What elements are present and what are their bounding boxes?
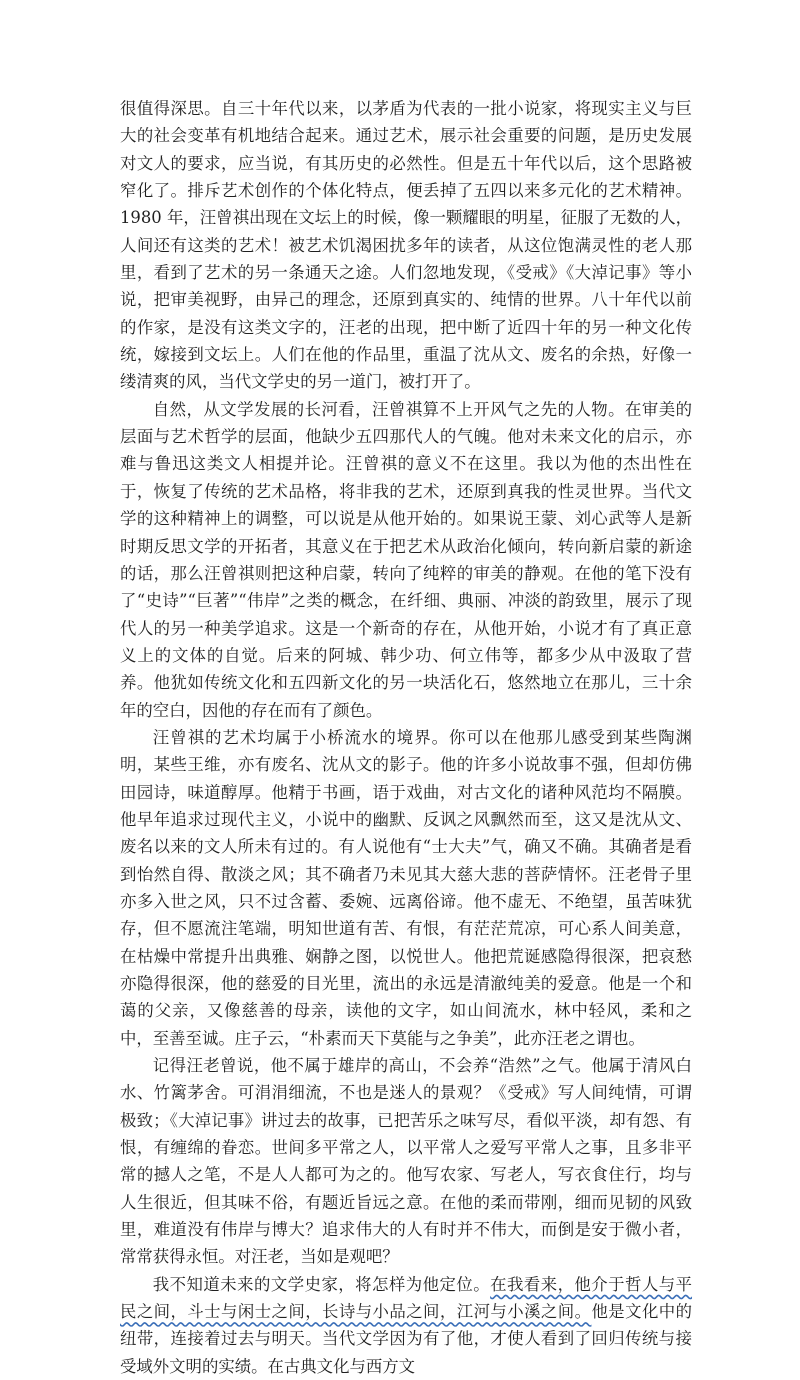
paragraph-5-intro: 我不知道未来的文学史家，将怎样为他定位。 <box>152 1274 491 1294</box>
paragraph-1: 很值得深思。自三十年代以来，以茅盾为代表的一批小说家，将现实主义与巨大的社会变革有机地结合起来。通过艺术，展示社会重要的问题，是历史发展对文人的要求，应当说，有其历史的必然性。但是五十年代以后，这个思路被窄化了。排斥艺术创作的个体化特点，便丢掉了五四以来多元化的艺术精神。1980 年，汪曾祺出现在文坛上的时候，像一颗耀眼的明星，征服了无数的人，人间还有这类的艺术！被艺术饥渴困扰多年的读者，从这位饱满灵性的老人那里，看到了艺术的另一条通天之途。人们忽地发现，《受戒》《大淖记事》等小说，把审美视野，由异己的理念，还原到真实的、纯情的世界。八十年代以前的作家，是没有这类文字的，汪老的出现，把中断了近四十年的另一种文化传统，嫁接到文坛上。人们在他的作品里，重温了沈从文、废名的余热，好像一缕清爽的风，当代文学史的另一道门，被打开了。 <box>120 99 692 392</box>
paragraph-3: 汪曾祺的艺术均属于小桥流水的境界。你可以在他那儿感受到某些陶渊明，某些王维，亦有废名、沈从文的影子。他的许多小说故事不强，但却仿佛田园诗，味道醇厚。他精于书画，语于戏曲，对古文化的诸种风范均不隔膜。他早年追求过现代主义，小说中的幽默、反讽之风飘然而至，这又是沈从文、废名以来的文人所未有过的。有人说他有“士大夫”气，确又不确。其确者是看到怡然自得、散淡之风；其不确者乃未见其大慈大悲的菩萨情怀。汪老骨子里亦多入世之风，只不过含蓄、委婉、远离俗谛。他不虚无、不绝望，虽苦味犹存，但不愿流注笔端，明知世道有苦、有恨，有茫茫荒凉，可心系人间美意，在枯燥中常提升出典雅、娴静之图，以悦世人。他把荒诞感隐得很深，把哀愁亦隐得很深，他的慈爱的目光里，流出的永远是清澈纯美的爱意。他是一个和蔼的父亲，又像慈善的母亲，读他的文字，如山间流水，林中轻风，柔和之中，至善至诚。庄子云，“朴素而天下莫能与之争美”，此亦汪老之谓也。 <box>120 727 692 1048</box>
underlined-passage: 在我看来，他介于哲人与平民之间，斗士与闲士之间，长诗与小品之间，江河与小溪之间。 <box>120 1274 693 1322</box>
paragraph-5-rest: 他是文化中的纽带，连接着过去与明天。当代文学因为有了他，才使人看到了回归传统与接受域外文明的实绩。在古典文化与西方文 <box>120 1302 693 1376</box>
paragraph-2: 自然，从文学发展的长河看，汪曾祺算不上开风气之先的人物。在审美的层面与艺术哲学的层面，他缺少五四那代人的气魄。他对未来文化的启示，亦难与鲁迅这类文人相提并论。汪曾祺的意义不在这里。我以为他的杰出性在于，恢复了传统的艺术品格，将非我的艺术，还原到真我的性灵世界。当代文学的这种精神上的调整，可以说是从他开始的。如果说王蒙、刘心武等人是新时期反思文学的开拓者，其意义在于把艺术从政治化倾向，转向新启蒙的新途的话，那么汪曾祺则把这种启蒙，转向了纯粹的审美的静观。在他的笔下没有了“史诗”“巨著”“伟岸”之类的概念，在纤细、典丽、冲淡的韵致里，展示了现代人的另一种美学追求。这是一个新奇的存在，从他开始，小说才有了真正意义上的文体的自觉。后来的阿城、韩少功、何立伟等，都多少从中汲取了营养。他犹如传统文化和五四新文化的另一块活化石，悠然地立在那儿，三十余年的空白，因他的存在而有了颜色。 <box>120 399 692 720</box>
paragraph-4: 记得汪老曾说，他不属于雄岸的高山，不会养“浩然”之气。他属于清风白水、竹篱茅舍。可涓涓细流，不也是迷人的景观？《受戒》写人间纯情，可谓极致；《大淖记事》讲过去的故事，已把苦乐之味写尽，看似平淡，却有怨、有恨，有缠绵的眷恋。世间多平常之人，以平常人之爱写平常人之事，且多非平常的撼人之笔，不是人人都可为之的。他写农家、写老人，写衣食住行，均与人生很近，但其味不俗，有题近旨远之意。在他的柔而带刚，细而见韧的风致里，难道没有伟岸与博大？追求伟大的人有时并不伟大，而倒是安于微小者，常常获得永恒。对汪老，当如是观吧？ <box>120 1056 692 1267</box>
paragraph-5 <box>120 1271 692 1380</box>
